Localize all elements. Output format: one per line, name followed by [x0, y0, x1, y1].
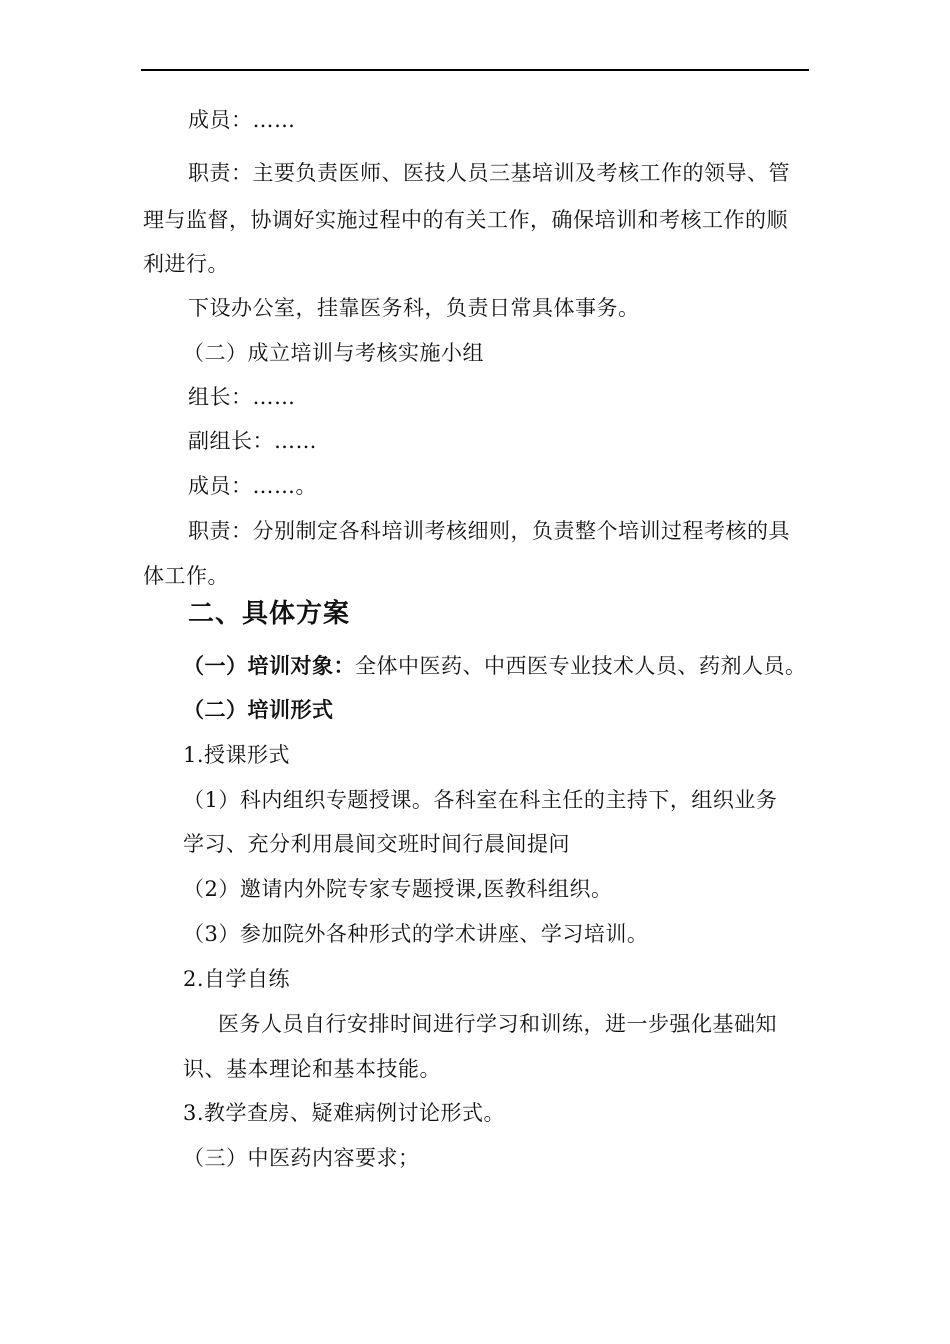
duties-line-2: 理与监督，协调好实施过程中的有关工作，确保培训和考核工作的顺: [143, 208, 788, 232]
tcm-content-heading: （三）中医药内容要求；: [183, 1146, 420, 1170]
subsection-title: （二）成立培训与考核实施小组: [183, 341, 484, 365]
duties-line-1: 职责：主要负责医师、医技人员三基培训及考核工作的领导、管: [188, 161, 790, 185]
deputy-leader-line: 副组长：……: [188, 429, 317, 453]
members-line-2: 成员：……。: [188, 474, 317, 498]
training-form-heading: （二）培训形式: [183, 698, 334, 722]
duties-line-3: 利进行。: [143, 252, 229, 276]
leader-line: 组长：……: [188, 385, 296, 409]
self-study-line: 2.自学自练: [183, 967, 291, 991]
item-2-line: （2）邀请内外院专家专题授课,医教科组织。: [183, 877, 613, 901]
self-study-text-2: 识、基本理论和基本技能。: [183, 1057, 441, 1081]
item-1-line-1: （1）科内组织专题授课。各科室在科主任的主持下，组织业务: [183, 788, 778, 812]
header-rule: [141, 69, 809, 71]
duties2-line-1: 职责：分别制定各科培训考核细则，负责整个培训过程考核的具: [188, 519, 790, 543]
training-target-line: [183, 652, 807, 680]
members-line: 成员：……: [188, 108, 296, 132]
lecture-form-line: 1.授课形式: [183, 743, 291, 767]
section-heading: 二、具体方案: [188, 599, 351, 629]
office-line: 下设办公室，挂靠医务科，负责日常具体事务。: [188, 296, 640, 320]
training-target-label: （一）培训对象：: [183, 654, 355, 678]
item-1-line-2: 学习、充分利用晨间交班时间行晨间提问: [183, 832, 570, 856]
item-3-line: （3）参加院外各种形式的学术讲座、学习培训。: [183, 922, 649, 946]
duties2-line-2: 体工作。: [143, 564, 229, 588]
training-target-text: 全体中医药、中西医专业技术人员、药剂人员。: [355, 654, 807, 678]
teaching-rounds-line: 3.教学查房、疑难病例讨论形式。: [183, 1101, 506, 1125]
self-study-text-1: 医务人员自行安排时间进行学习和训练，进一步强化基础知: [218, 1012, 777, 1036]
